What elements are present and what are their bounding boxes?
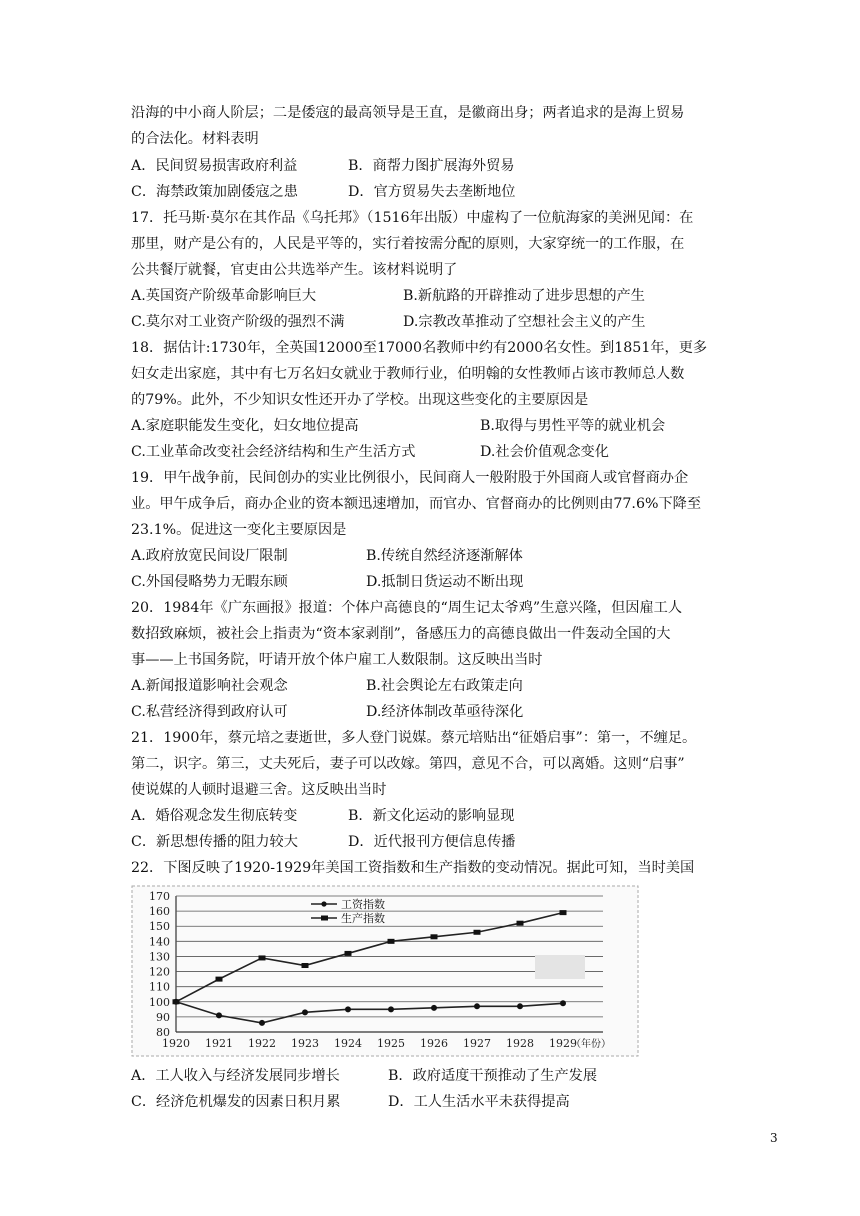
- wage-index-point: [517, 1003, 523, 1009]
- y-tick-label: 160: [149, 905, 170, 919]
- wage-index-point: [302, 1009, 308, 1015]
- q17-text-line: 那里，财产是公有的，人民是平等的，实行着按需分配的原则，大家穿统一的工作服，在: [131, 236, 685, 252]
- production-index-point: [216, 977, 223, 982]
- page-number: 3: [770, 1131, 778, 1145]
- x-tick-label: 1925: [377, 1037, 405, 1050]
- legend-marker-square: [321, 916, 328, 921]
- q22-option-b[interactable]: B．政府适度干预推动了生产发展: [388, 1068, 598, 1084]
- line-chart-svg: [131, 885, 639, 1057]
- q18-option-b[interactable]: B.取得与男性平等的就业机会: [480, 418, 666, 434]
- q17-option-a[interactable]: A.英国资产阶级革命影响巨大: [131, 288, 317, 304]
- q22-text-line: 22．下图反映了1920-1929年美国工资指数和生产指数的变动情况。据此可知，当时美国: [131, 860, 695, 876]
- scan-smudge: [535, 955, 585, 979]
- y-tick-label: 120: [149, 965, 170, 979]
- q16-option-b[interactable]: B．商帮力图扩展海外贸易: [348, 158, 515, 174]
- production-index-point: [431, 934, 438, 939]
- wage-index-point: [474, 1003, 480, 1009]
- x-tick-label: 1924: [334, 1037, 362, 1050]
- q17-option-d[interactable]: D.宗教改革推动了空想社会主义的产生: [403, 314, 646, 330]
- q21-option-d[interactable]: D．近代报刊方便信息传播: [348, 834, 516, 850]
- q19-option-b[interactable]: B.传统自然经济逐渐解体: [366, 548, 523, 564]
- x-tick-label: 1922: [248, 1037, 276, 1050]
- x-unit-label: （年份）: [571, 1039, 611, 1050]
- wage-index-point: [345, 1006, 351, 1012]
- y-tick-label: 170: [149, 890, 170, 903]
- production-index-point: [474, 930, 481, 935]
- wage-index-point: [216, 1012, 222, 1018]
- q19-text-line: 业。甲午成争后，商办企业的资本额迅速增加，而官办、官督商办的比例则由77.6%下降至: [131, 496, 702, 512]
- q16-option-c[interactable]: C．海禁政策加剧倭寇之患: [131, 184, 298, 200]
- y-tick-label: 130: [149, 950, 170, 964]
- legend-label: 工资指数: [341, 898, 385, 911]
- production-index-point: [345, 951, 352, 956]
- q22-option-a[interactable]: A．工人收入与经济发展同步增长: [131, 1068, 340, 1084]
- index-chart: [131, 885, 639, 1057]
- q19-option-d[interactable]: D.抵制日货运动不断出现: [366, 574, 524, 590]
- wage-index-point: [560, 1000, 566, 1006]
- q20-option-b[interactable]: B.社会舆论左右政策走向: [366, 678, 523, 694]
- q16-text-line: 沿海的中小商人阶层；二是倭寇的最高领导是王直，是徽商出身；两者追求的是海上贸易: [131, 105, 685, 121]
- q16-option-a[interactable]: A．民间贸易损害政府利益: [131, 158, 298, 174]
- q20-option-c[interactable]: C.私营经济得到政府认可: [131, 704, 288, 720]
- q19-option-c[interactable]: C.外国侵略势力无暇东顾: [131, 574, 288, 590]
- q19-text-line: 23.1%。促进这一变化主要原因是: [131, 522, 347, 538]
- q17-option-c[interactable]: C.莫尔对工业资产阶级的强烈不满: [131, 314, 345, 330]
- production-index-point: [259, 955, 266, 960]
- production-index-point: [560, 910, 567, 915]
- x-tick-label: 1927: [463, 1037, 491, 1050]
- q18-text-line: 妇女走出家庭，其中有七万名妇女就业于教师行业，伯明翰的女性教师占该市教师总人数: [131, 366, 685, 382]
- q17-text-line: 公共餐厅就餐，官吏由公共选举产生。该材料说明了: [131, 262, 458, 278]
- y-tick-label: 100: [149, 995, 170, 1009]
- q21-text-line: 第二，识字。第三，丈夫死后，妻子可以改嫁。第四，意见不合，可以离婚。这则“启事”: [131, 756, 685, 772]
- q18-option-d[interactable]: D.社会价值观念变化: [480, 444, 609, 460]
- q22-option-d[interactable]: D．工人生活水平未获得提高: [388, 1094, 570, 1110]
- q18-option-a[interactable]: A.家庭职能发生变化，妇女地位提高: [131, 418, 359, 434]
- q20-option-d[interactable]: D.经济体制改革亟待深化: [366, 704, 524, 720]
- q20-text-line: 20．1984年《广东画报》报道：个体户高德良的“周生记太爷鸡”生意兴隆，但因雇工人: [131, 600, 683, 616]
- production-index-point: [388, 939, 395, 944]
- y-tick-label: 80: [156, 1026, 170, 1039]
- q20-text-line: 事——上书国务院，吁请开放个体户雇工人数限制。这反映出当时: [131, 652, 543, 668]
- production-index-point: [517, 921, 524, 926]
- q18-text-line: 的79%。此外，不少知识女性还开办了学校。出现这些变化的主要原因是: [131, 392, 589, 408]
- q17-option-b[interactable]: B.新航路的开辟推动了进步思想的产生: [403, 288, 645, 304]
- q17-text-line: 17．托马斯·莫尔在其作品《乌托邦》（1516年出版）中虚构了一位航海家的美洲见闻：在: [131, 210, 694, 226]
- q21-option-b[interactable]: B．新文化运动的影响显现: [348, 808, 515, 824]
- q21-text-line: 使说媒的人顿时退避三舍。这反映出当时: [131, 782, 387, 798]
- q22-option-c[interactable]: C．经济危机爆发的因素日积月累: [131, 1094, 341, 1110]
- q20-text-line: 数招致麻烦，被社会上指责为“资本家剥削”，备感压力的高德良做出一件轰动全国的大: [131, 626, 671, 642]
- y-tick-label: 140: [149, 935, 170, 949]
- legend-label: 生产指数: [341, 912, 385, 925]
- legend-marker-circle: [321, 901, 326, 906]
- x-tick-label: 1926: [420, 1037, 448, 1050]
- wage-index-point: [388, 1006, 394, 1012]
- x-tick-label: 1929: [549, 1037, 577, 1050]
- production-index-point: [173, 999, 180, 1004]
- q18-text-line: 18．据估计:1730年，全英国12000至17000名教师中约有2000名女性。到1851年，更多: [131, 340, 708, 356]
- q21-option-c[interactable]: C．新思想传播的阻力较大: [131, 834, 298, 850]
- q16-option-d[interactable]: D．官方贸易失去垄断地位: [348, 184, 516, 200]
- x-tick-label: 1928: [506, 1037, 534, 1050]
- q16-text-line: 的合法化。材料表明: [131, 131, 259, 147]
- wage-index-point: [259, 1020, 265, 1026]
- q18-option-c[interactable]: C.工业革命改变社会经济结构和生产生活方式: [131, 444, 416, 460]
- x-tick-label: 1923: [291, 1037, 319, 1050]
- q19-text-line: 19．甲午战争前，民间创办的实业比例很小，民间商人一般附股于外国商人或官督商办企: [131, 470, 689, 486]
- y-tick-label: 150: [149, 920, 170, 934]
- q19-option-a[interactable]: A.政府放宽民间设厂限制: [131, 548, 288, 564]
- y-tick-label: 110: [149, 980, 170, 994]
- q21-text-line: 21．1900年，蔡元培之妻逝世，多人登门说媒。蔡元培贴出“征婚启事”：第一，不缠足。: [131, 730, 697, 746]
- wage-index-point: [431, 1005, 437, 1011]
- production-index-point: [302, 963, 309, 968]
- q21-option-a[interactable]: A．婚俗观念发生彻底转变: [131, 808, 298, 824]
- q20-option-a[interactable]: A.新闻报道影响社会观念: [131, 678, 288, 694]
- x-tick-label: 1921: [205, 1037, 233, 1050]
- y-tick-label: 90: [156, 1010, 170, 1024]
- x-tick-label: 1920: [162, 1037, 190, 1050]
